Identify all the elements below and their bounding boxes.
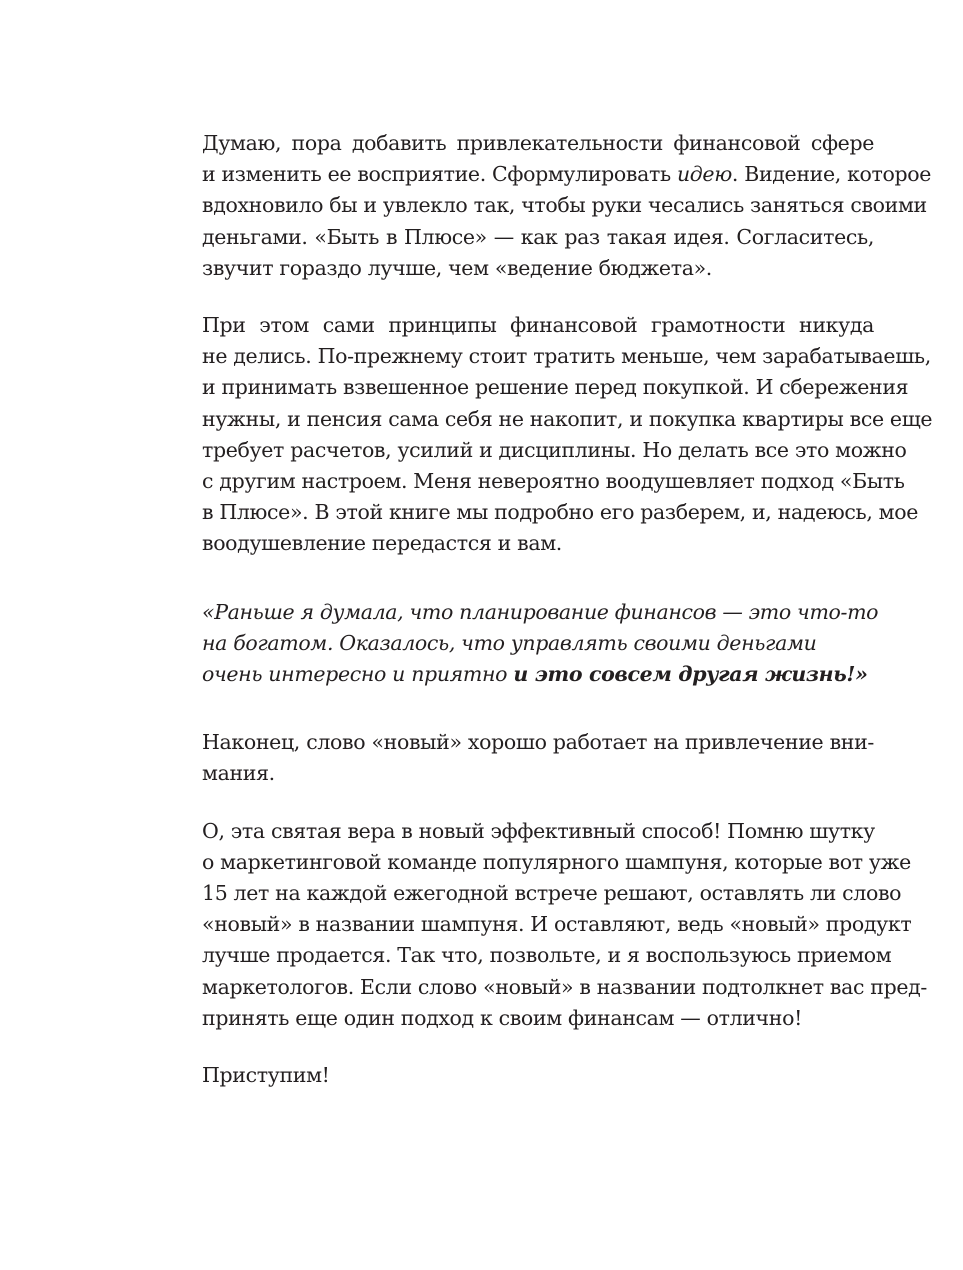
quote-line: «Раньше я думала, что планирование финансов — это что-то	[202, 599, 879, 624]
text-line: и принимать взвешенное решение перед покупкой. И сбережения	[202, 375, 909, 400]
text-line: Наконец, слово «новый» хорошо работает на привлечение вни-	[202, 730, 874, 755]
text-line: мания.	[202, 761, 275, 786]
text-line: воодушевление передастся и вам.	[202, 531, 562, 556]
paragraph-1	[202, 128, 932, 284]
quote-line: на богатом. Оказалось, что управлять своими деньгами	[202, 630, 817, 655]
quote-line	[202, 659, 874, 690]
text-line: Приступим!	[202, 1063, 330, 1088]
text-line: в Плюсе». В этой книге мы подробно его разберем, и, надеюсь, мое	[202, 500, 919, 525]
paragraph-2	[202, 310, 933, 560]
text-line	[202, 159, 932, 190]
text-line: 15 лет на каждой ежегодной встрече решают, оставлять ли слово	[202, 881, 902, 906]
paragraph-4	[202, 816, 927, 1034]
quote-text: очень интересно и приятно	[202, 662, 514, 687]
text-line: Думаю, пора добавить привлекательности финансовой сфере	[202, 131, 874, 155]
text-line: лучше продается. Так что, позвольте, и я воспользуюсь приемом	[202, 943, 892, 968]
quote-block	[202, 597, 879, 691]
text-line: О, эта святая вера в новый эффективный способ! Помню шутку	[202, 818, 875, 843]
body-text	[202, 128, 933, 1091]
text-line: нужны, и пенсия сама себя не накопит, и покупка квартиры все еще	[202, 406, 933, 431]
quote-emphasis: и это совсем другая жизнь!»	[513, 662, 868, 687]
text-line: требует расчетов, усилий и дисциплины. Но делать все это можно	[202, 437, 907, 462]
text-line: с другим настроем. Меня невероятно воодушевляет подход «Быть	[202, 469, 905, 494]
text-line: звучит гораздо лучше, чем «ведение бюджета».	[202, 255, 712, 280]
text-line: не делись. По-прежнему стоит тратить меньше, чем зарабатываешь,	[202, 344, 931, 369]
text-line: принять еще один подход к своим финансам — отлично!	[202, 1005, 802, 1030]
text-line: При этом сами принципы финансовой грамотности никуда	[202, 313, 874, 338]
text-line: деньгами. «Быть в Плюсе» — как раз такая идея. Согласитесь,	[202, 224, 874, 249]
text-line: о маркетинговой команде популярного шампуня, которые вот уже	[202, 849, 911, 874]
paragraph-3	[202, 727, 874, 789]
emphasis-word: идею	[676, 162, 732, 187]
text-line: маркетологов. Если слово «новый» в названии подтолкнет вас пред-	[202, 974, 927, 999]
paragraph-5	[202, 1060, 874, 1091]
text-line: «новый» в названии шампуня. И оставляют, ведь «новый» продукт	[202, 912, 912, 937]
text-line: вдохновило бы и увлекло так, чтобы руки чесались заняться своими	[202, 193, 927, 218]
text-span: . Видение, которое	[731, 162, 932, 187]
text-span: и изменить ее восприятие. Сформулировать	[202, 162, 677, 187]
